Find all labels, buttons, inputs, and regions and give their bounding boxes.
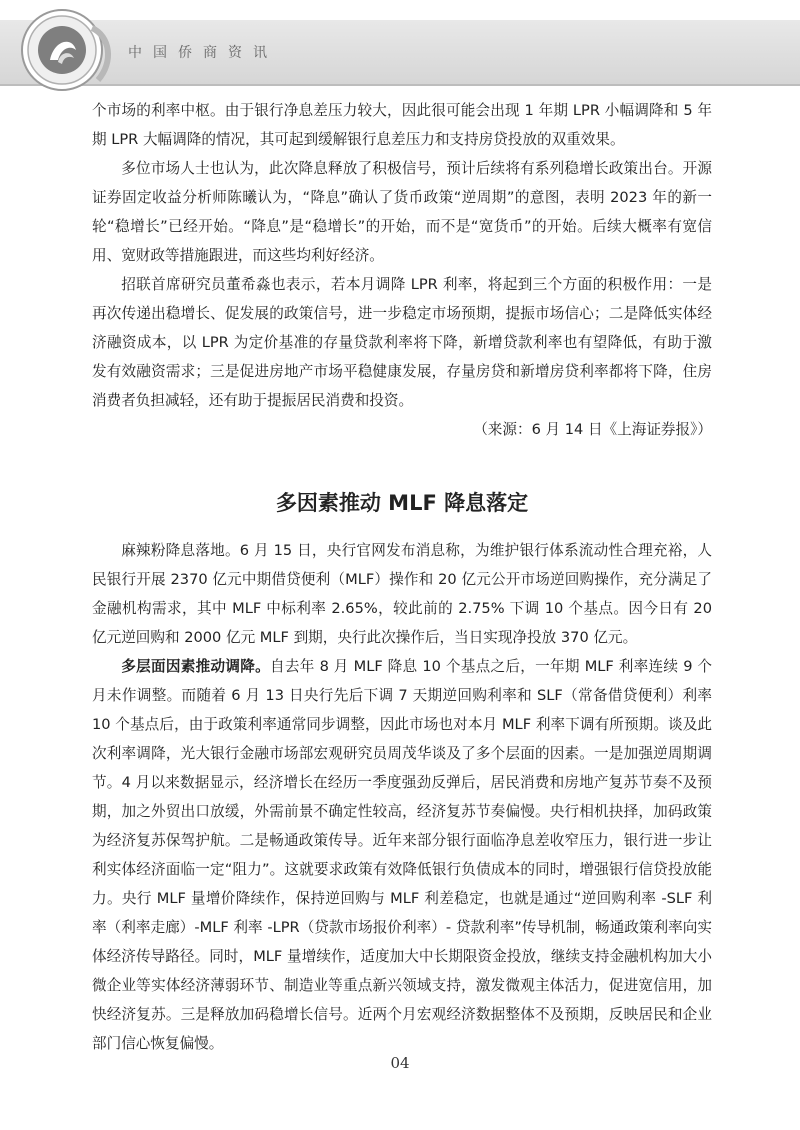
paragraph-mlf-intro: 麻辣粉降息落地。6 月 15 日，央行官网发布消息称，为维护银行体系流动性合理充裕，人民银行开展 2370 亿元中期借贷便利（MLF）操作和 20 亿元公开市场逆回购操作，充分满足了金融机构需求，其中 MLF 中标利率 2.65%，较此前的 2.75% 下调 10 个基点。因今日有 20 亿元逆回购和 2000 亿元 MLF 到期，央行此次操作后，当日实现净投放 370 亿元。: [92, 542, 712, 646]
paragraph-body: 自去年 8 月 MLF 降息 10 个基点之后，一年期 MLF 利率连续 9 个月未作调整。而随着 6 月 13 日央行先后下调 7 天期逆回购利率和 SLF（常备借贷便利）利率 10 个基点后，由于政策利率通常同步调整，因此市场也对本月 MLF 利率下调有所预期。谈及此次利率调降，光大银行金融市场部宏观研究员周茂华谈及了多个层面的因素。一是加强逆周期调节。4 月以来数据显示，经济增长在经历一季度强劲反弹后，居民消费和房地产复苏节奏不及预期，加之外贸出口放缓，外需前景不确定性较高，经济复苏节奏偏慢。央行相机抉择，加码政策为经济复苏保驾护航。二是畅通政策传导。近年来部分银行面临净息差收窄压力，银行进一步让利实体经济面临一定“阻力”。这就要求政策有效降低银行负债成本的同时，增强银行信贷投放能力。央行 MLF 量增价降续作，保持逆回购与 MLF 利差稳定，也就是通过“逆回购利率 -SLF 利率（利率走廊）-MLF 利率 -LPR（贷款市场报价利率）- 贷款利率”传导机制，畅通政策利率向实体经济传导路径。同时，MLF 量增续作，适度加大中长期限资金投放，继续支持金融机构加大小微企业等实体经济薄弱环节、制造业等重点新兴领域支持，激发微观主体活力，促进宽信用，加快经济复苏。三是释放加码稳增长信号。近两个月宏观经济数据整体不及预期，反映居民和企业部门信心恢复偏慢。: [92, 658, 712, 1052]
paragraph-continued: 个市场的利率中枢。由于银行净息差压力较大，因此很可能会出现 1 年期 LPR 小幅调降和 5 年期 LPR 大幅调降的情况，其可起到缓解银行息差压力和支持房贷投放的双重效果。: [92, 102, 712, 148]
section-title: 多因素推动 MLF 降息落定: [275, 491, 529, 515]
page-number: 04: [390, 1054, 410, 1072]
paragraph-mlf-factors: [92, 652, 712, 1058]
paragraph-lpr-effects: 招联首席研究员董希淼也表示，若本月调降 LPR 利率，将起到三个方面的积极作用：一是再次传递出稳增长、促发展的政策信号，进一步稳定市场预期，提振市场信心；二是降低实体经济融资成本，以 LPR 为定价基准的存量贷款利率将下降，新增贷款利率也有望降低，有助于激发有效融资需求；三是促进房地产市场平稳健康发展，存量房贷和新增房贷利率都将下降，住房消费者负担减轻，还有助于提振居民消费和投资。: [92, 276, 712, 409]
paragraph-lead-bold: 多层面因素推动调降。: [121, 658, 271, 675]
paragraph-market-views: 多位市场人士也认为，此次降息释放了积极信号，预计后续将有系列稳增长政策出台。开源证券固定收益分析师陈曦认为，“降息”确认了货币政策“逆周期”的意图，表明 2023 年的新一轮“稳增长”已经开始。“降息”是“稳增长”的开始，而不是“宽货币”的开始。后续大概率有宽信用、宽财政等措施跟进，而这些均利好经济。: [92, 160, 712, 264]
article-body: [92, 96, 712, 1058]
page-header-title: 中国侨商资讯: [128, 45, 278, 61]
federation-logo-icon: [14, 6, 122, 94]
article-source: （来源：6 月 14 日《上海证券报》）: [473, 421, 712, 438]
